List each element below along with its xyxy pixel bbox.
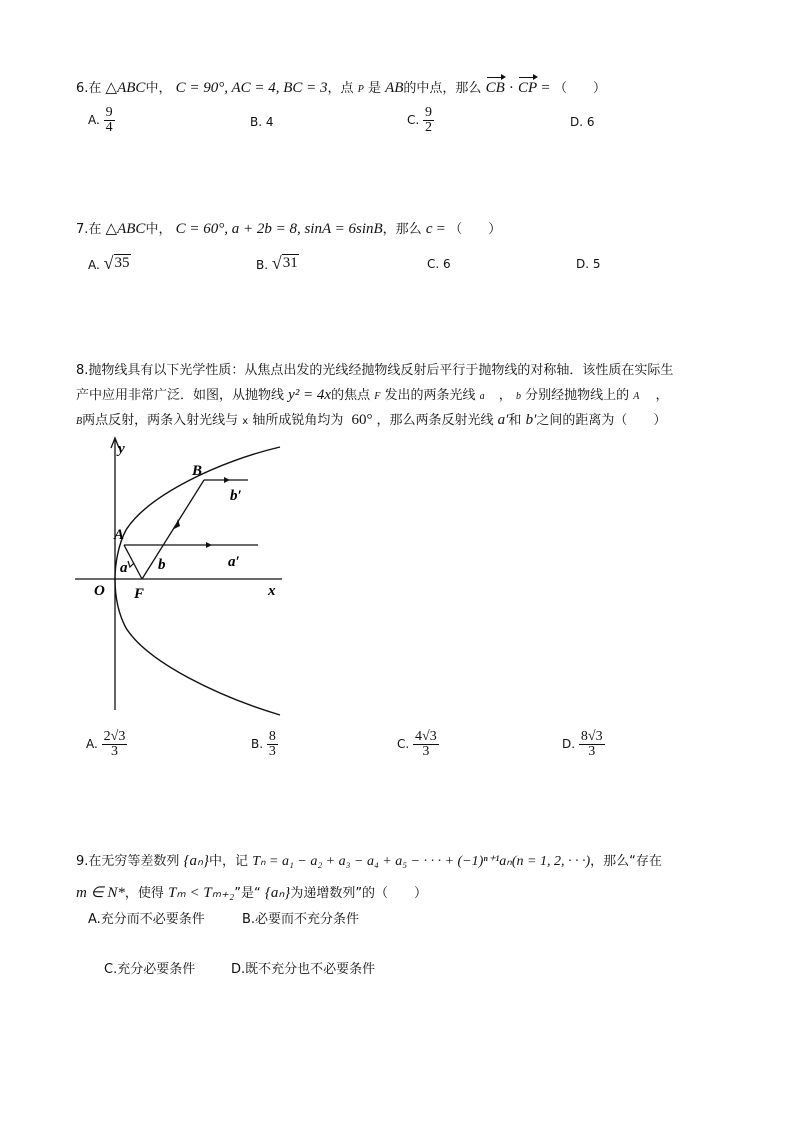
denominator: 3: [110, 744, 118, 759]
fig-label-focus: F: [134, 586, 145, 602]
q9-text: ，使得: [124, 886, 164, 901]
numerator: 9: [425, 105, 433, 120]
ray-a-reflected-arrow-icon: [206, 542, 212, 548]
q9-text: 为递增数列”的（ ）: [290, 886, 428, 901]
q6-segment-ab: AB: [385, 80, 404, 96]
q8-text: 两点反射，两条入射光线与: [82, 413, 239, 428]
fig-label-b: B: [192, 463, 203, 479]
numerator: 9: [105, 105, 113, 120]
q7-equals: =: [436, 221, 446, 237]
option-label: C.: [397, 737, 410, 751]
q8-line-2: [76, 386, 669, 406]
q9-sequence: {aₙ}: [183, 853, 210, 869]
fraction: [267, 730, 278, 759]
q6-text: ，点: [327, 81, 354, 96]
q8-ray-a: a: [479, 391, 485, 402]
q8-point-b: B: [76, 416, 83, 427]
q8-text: 和: [508, 413, 522, 428]
q7-option-c[interactable]: C. 6: [427, 257, 451, 271]
option-label: A.: [86, 737, 98, 751]
numerator: 4√3: [415, 729, 437, 744]
option-label: B.: [251, 737, 264, 751]
q8-reflected-a: a′: [497, 412, 509, 428]
numerator: 2√3: [103, 729, 126, 744]
denominator: 3: [268, 744, 276, 759]
q9-option-b[interactable]: B.必要而不充分条件: [242, 912, 360, 927]
fraction: [579, 730, 605, 759]
numerator: 8√3: [580, 729, 603, 744]
q8-text: ，: [498, 388, 512, 403]
q8-parabola-equation: y² = 4x: [288, 387, 332, 403]
fig-label-origin: O: [94, 583, 105, 599]
q6-triangle-symbol: △: [105, 80, 118, 96]
fig-label-a: A: [114, 527, 125, 543]
numerator: 8: [268, 729, 276, 744]
q6-condition: C = 90°, AC = 4, BC = 3: [175, 80, 328, 96]
radicand: 31: [282, 255, 298, 271]
q9-sequence: {aₙ}: [264, 885, 291, 901]
fig-label-ray-b: b: [158, 557, 166, 573]
q9-option-a[interactable]: A.充分而不必要条件: [88, 912, 205, 927]
q9-option-d[interactable]: D.既不充分也不必要条件: [231, 962, 376, 977]
q8-ray-b: b: [515, 391, 521, 402]
q6-point-p: P: [357, 84, 364, 95]
q8-reflected-b: b′: [525, 412, 537, 428]
q9-text: 9.在无穷等差数列: [76, 854, 180, 869]
q9-line-2: [76, 884, 427, 903]
q8-text: 之间的距离为（ ）: [536, 413, 667, 428]
q6-option-d[interactable]: D. 6: [570, 115, 595, 129]
option-label: D.: [562, 737, 576, 751]
option-label: A.: [88, 113, 100, 127]
q8-text: ，那么两条反射光线: [376, 413, 494, 428]
q7-condition: C = 60°, a + 2b = 8, sinA = 6sinB: [175, 221, 383, 237]
parabola-curve: [115, 447, 280, 715]
q9-text: 中，记: [209, 854, 249, 869]
q6-option-a[interactable]: [88, 106, 115, 135]
q6-option-b[interactable]: B. 4: [250, 115, 274, 129]
q8-text: 的焦点: [331, 388, 371, 403]
q9-line-1: [76, 852, 662, 871]
q6-answer-blank: （ ）: [553, 81, 606, 96]
q7-answer-blank: （ ）: [449, 222, 502, 237]
q9-option-c[interactable]: C.充分必要条件: [104, 962, 196, 977]
q6-text: 中，: [145, 81, 172, 96]
q7-option-d[interactable]: D. 5: [576, 257, 601, 271]
fraction: [413, 730, 439, 759]
q8-x-axis-label: x: [242, 416, 249, 427]
q6-stem: [76, 79, 606, 99]
fraction: [423, 106, 434, 135]
q6-vector-cp: CP: [518, 80, 538, 96]
q8-text: ，: [655, 388, 669, 403]
q7-text: 中，: [145, 222, 172, 237]
q8-text: 轴所成锐角均为: [252, 413, 344, 428]
q7-text: ，那么: [382, 222, 422, 237]
q8-option-b[interactable]: [251, 730, 278, 759]
q8-option-d[interactable]: [562, 730, 605, 759]
q8-line-1: 8.抛物线具有以下光学性质：从焦点出发的光线经抛物线反射后平行于抛物线的对称轴．该性质在实际生: [76, 363, 674, 378]
q7-option-b[interactable]: [256, 254, 299, 272]
q6-option-c[interactable]: [407, 106, 434, 135]
q8-option-c[interactable]: [397, 730, 439, 759]
q7-number: 7.在: [76, 222, 102, 237]
q6-triangle-name: ABC: [117, 80, 146, 96]
option-label: B.: [256, 258, 269, 272]
q9-inequality: Tₘ < Tₘ₊₂: [168, 885, 235, 901]
q6-text: 是: [367, 81, 381, 96]
square-root: √ 35: [103, 253, 130, 273]
fig-label-b-prime: b′: [230, 488, 242, 504]
q9-condition: m ∈ N*: [76, 885, 125, 901]
q7-triangle-name: ABC: [117, 221, 146, 237]
q6-equals: =: [541, 80, 550, 96]
fig-label-x: x: [268, 583, 276, 599]
q7-triangle-symbol: △: [105, 221, 118, 237]
option-label: A.: [88, 258, 100, 272]
q8-text: 产中应用非常广泛．如图，从抛物线: [76, 388, 285, 403]
ray-b-incident: [142, 480, 204, 579]
fraction: [104, 106, 115, 135]
fig-label-ray-a: a: [120, 560, 128, 576]
q8-option-a[interactable]: [86, 730, 127, 759]
q8-text: 发出的两条光线: [384, 388, 476, 403]
q6-vector-cb: CB: [485, 80, 505, 96]
q8-focus-label: F: [374, 391, 381, 402]
q7-side-c: c: [425, 221, 433, 237]
denominator: 3: [588, 744, 596, 759]
q9-formula: Tₙ = a₁ − a₂ + a₃ − a₄ + a₅ − · · · + (−1)ⁿ⁺¹aₙ(n = 1, 2, · · ·): [252, 854, 591, 869]
fraction: [102, 730, 128, 759]
q8-text: 分别经抛物线上的: [525, 388, 630, 403]
q8-point-a: A: [633, 391, 640, 402]
q9-text: ，那么“存在: [590, 854, 662, 869]
fig-label-a-prime: a′: [228, 554, 240, 570]
q7-option-a[interactable]: [88, 254, 131, 272]
option-label: C.: [407, 113, 420, 127]
q8-line-3: [76, 411, 666, 431]
q6-number: 6.在: [76, 81, 102, 96]
q8-parabola-figure: [70, 435, 292, 725]
q6-text: 的中点，那么: [403, 81, 482, 96]
square-root: √ 31: [271, 253, 298, 273]
denominator: 2: [425, 120, 433, 135]
q9-text: ”是“: [234, 886, 261, 901]
radicand: 35: [114, 255, 130, 271]
ray-b-reflected-arrow-icon: [224, 477, 230, 483]
q7-stem: [76, 220, 501, 239]
denominator: 3: [422, 744, 430, 759]
q6-dot-operator: ·: [508, 80, 514, 96]
q8-angle: 60°: [351, 412, 373, 428]
denominator: 4: [105, 120, 113, 135]
fig-label-y: y: [118, 441, 125, 457]
